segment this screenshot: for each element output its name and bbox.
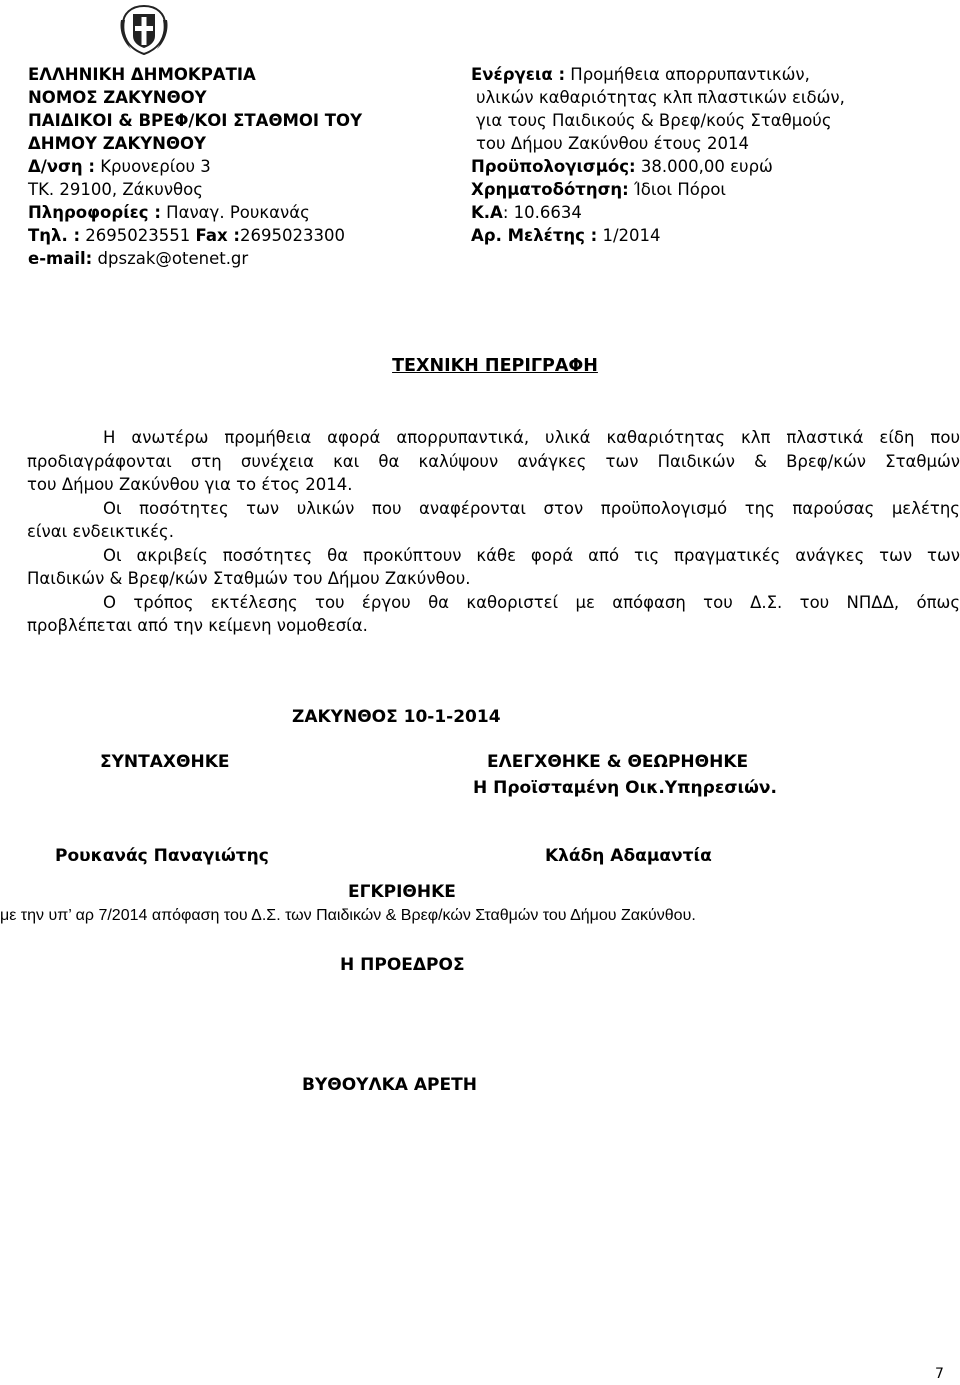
header-address: Δ/νση : Κρυονερίου 3	[28, 157, 211, 176]
project-action: Ενέργεια : Προμήθεια απορρυπαντικών,	[471, 65, 810, 84]
header-phone-fax: Τηλ. : 2695023551 Fax :2695023300	[28, 226, 345, 245]
place-date: ΖΑΚΥΝΘΟΣ 10-1-2014	[292, 707, 501, 727]
project-funding: Χρηματοδότηση: Ίδιοι Πόροι	[471, 180, 727, 199]
project-action-line: υλικών καθαριότητας κλπ πλαστικών ειδών,	[476, 88, 845, 107]
header-municipality: ΔΗΜΟΥ ΖΑΚΥΝΘΟΥ	[28, 134, 206, 153]
checked-role: Η Προϊσταμένη Οικ.Υπηρεσιών.	[473, 778, 777, 798]
body-line: Οι ακριβείς ποσότητες θα προκύπτουν κάθε φορά από τις πραγματικές ανάγκες των των	[103, 545, 960, 565]
body-line: προδιαγράφονται στη συνέχεια και θα καλύψουν ανάγκες των Παιδικών & Βρεφ/κών Σταθμών	[27, 451, 960, 471]
header-country: ΕΛΛΗΝΙΚΗ ΔΗΜΟΚΡΑΤΙΑ	[28, 65, 256, 84]
project-info	[471, 63, 845, 247]
body-line: Οι ποσότητες των υλικών που αναφέρονται στον προϋπολογισμό της παρούσας μελέτης	[103, 498, 960, 518]
body-line: Η ανωτέρω προμήθεια αφορά απορρυπαντικά, υλικά καθαριότητας κλπ πλαστικά είδη που	[103, 428, 960, 447]
approval-text: με την υπ’ αρ 7/2014 απόφαση του Δ.Σ. των Παιδικών & Βρεφ/κών Σταθμών του Δήμου Ζακύνθου.	[0, 907, 696, 924]
description-body	[27, 426, 960, 638]
checker-name: Κλάδη Αδαμαντία	[545, 846, 712, 866]
body-line: του Δήμου Ζακύνθου για το έτος 2014.	[27, 475, 353, 494]
header-contact-person: Πληροφορίες : Παναγ. Ρουκανάς	[28, 203, 310, 222]
body-line: Ο τρόπος εκτέλεσης του έργου θα καθοριστεί με απόφαση του Δ.Σ. του ΝΠΔΔ, όπως	[103, 592, 960, 612]
project-budget: Προϋπολογισμός: 38.000,00 ευρώ	[471, 157, 773, 176]
compiler-name: Ρουκανάς Παναγιώτης	[55, 846, 269, 866]
header-postcode: ΤΚ. 29100, Ζάκυνθος	[28, 180, 203, 199]
body-line: Παιδικών & Βρεφ/κών Σταθμών του Δήμου Ζακύνθου.	[27, 569, 471, 588]
header-prefecture: ΝΟΜΟΣ ΖΑΚΥΝΘΟΥ	[28, 88, 207, 107]
president-name: ΒΥΘΟΥΛΚΑ ΑΡΕΤΗ	[302, 1075, 477, 1095]
body-line: είναι ενδεικτικές.	[27, 522, 174, 541]
project-ka: Κ.Α: 10.6634	[471, 203, 582, 222]
sender-info	[28, 63, 362, 270]
project-action-line: για τους Παιδικούς & Βρεφ/κούς Σταθμούς	[476, 111, 832, 130]
body-line: προβλέπεται από την κείμενη νομοθεσία.	[27, 616, 368, 635]
project-action-line: του Δήμου Ζακύνθου έτους 2014	[476, 134, 750, 153]
document-title: ΤΕΧΝΙΚΗ ΠΕΡΙΓΡΑΦΗ	[392, 356, 598, 376]
header-organization: ΠΑΙΔΙΚΟΙ & ΒΡΕΦ/ΚΟΙ ΣΤΑΘΜΟΙ ΤΟΥ	[28, 111, 363, 130]
header-email: e-mail: dpszak@otenet.gr	[28, 249, 249, 268]
president-title: Η ΠΡΟΕΔΡΟΣ	[340, 955, 465, 975]
approved-label: ΕΓΚΡΙΘΗΚΕ	[348, 882, 456, 902]
checked-label: ΕΛΕΓΧΘΗΚΕ & ΘΕΩΡΗΘΗΚΕ	[487, 752, 749, 772]
compiled-label: ΣΥΝΤΑΧΘΗΚΕ	[100, 752, 230, 772]
greek-coat-of-arms-icon	[117, 2, 171, 58]
project-study-number: Αρ. Μελέτης : 1/2014	[471, 226, 661, 245]
page-number: 7	[935, 1366, 944, 1382]
